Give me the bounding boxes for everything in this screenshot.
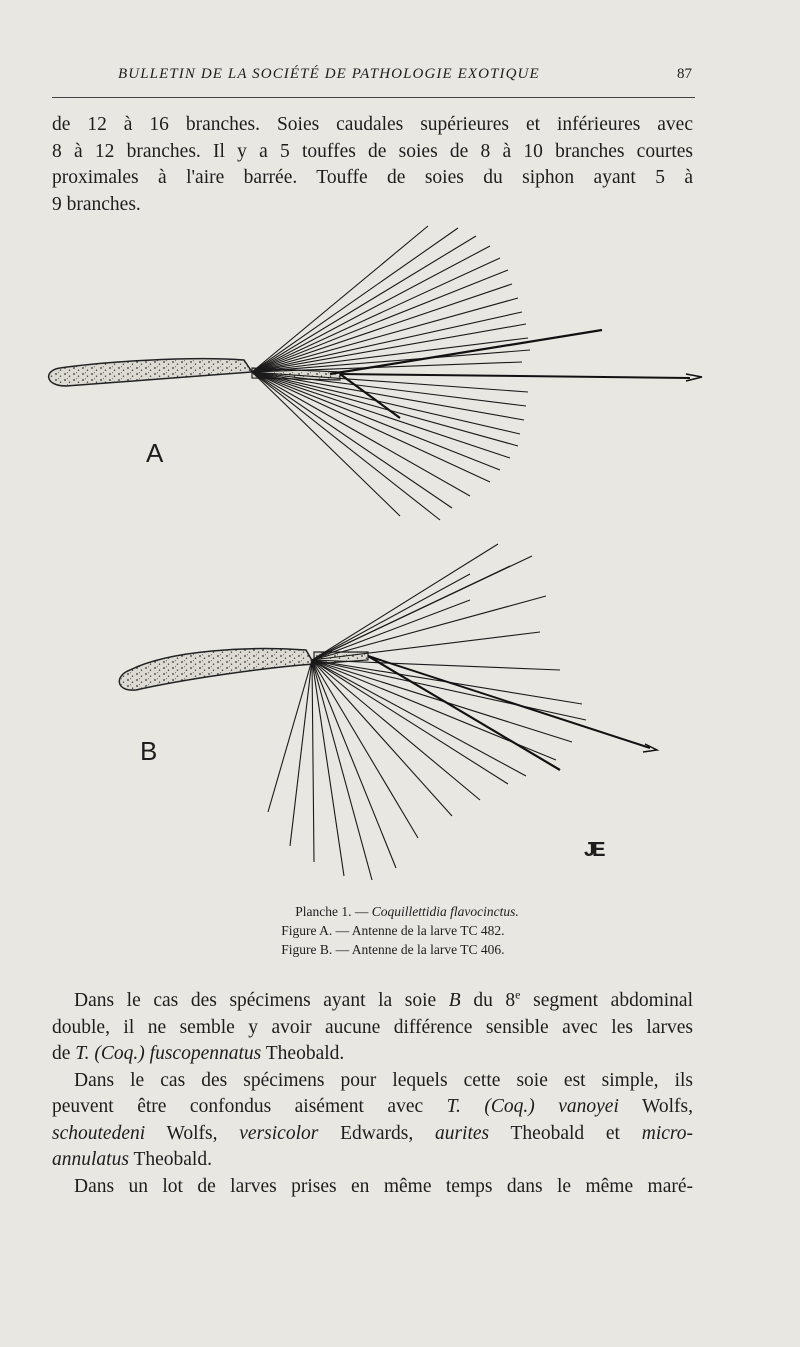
caption-figure-b: Figure B. — Antenne de la larve TC 406. bbox=[281, 942, 505, 957]
text-line: 9 branches. bbox=[52, 193, 141, 215]
header-rule bbox=[52, 97, 695, 98]
text-line: double, il ne semble y avoir aucune différence sensible avec les larves bbox=[52, 1016, 693, 1038]
seta-line bbox=[252, 284, 512, 372]
seta-line bbox=[312, 660, 480, 800]
seta-line bbox=[252, 372, 518, 446]
text-line: de 12 à 16 branches. Soies caudales supérieures et inférieures avec bbox=[52, 114, 693, 135]
seta-line bbox=[312, 660, 396, 868]
seta-line bbox=[312, 660, 418, 838]
seta-line bbox=[312, 632, 540, 660]
seta-line bbox=[268, 660, 312, 812]
text-line: de T. (Coq.) fuscopennatus Theobald. bbox=[52, 1043, 345, 1064]
seta-line bbox=[312, 600, 470, 660]
caption-plate: Planche 1. — Coquillettidia flavocinctus. bbox=[295, 904, 519, 919]
seta-line bbox=[252, 372, 524, 420]
seta-line bbox=[312, 566, 510, 660]
antenna-b-drawing bbox=[119, 544, 657, 880]
text-line: proximales à l'aire barrée. Touffe de soies du siphon ayant 5 à bbox=[52, 167, 693, 188]
journal-title: BULLETIN DE LA SOCIÉTÉ DE PATHOLOGIE EXOTIQUE bbox=[118, 66, 540, 82]
antenna-b-shaft bbox=[119, 649, 314, 691]
text-line: annulatus Theobald. bbox=[52, 1149, 212, 1170]
seta-line bbox=[312, 574, 470, 660]
antenna-b-long-seta bbox=[368, 656, 650, 748]
page-number: 87 bbox=[677, 66, 692, 82]
seta-line bbox=[312, 660, 314, 862]
seta-line bbox=[252, 298, 518, 372]
caption-species: Coquillettidia flavocinctus. bbox=[371, 904, 519, 919]
seta-line bbox=[312, 544, 498, 660]
antenna-a-drawing bbox=[49, 226, 702, 520]
antenna-a-thick-seta bbox=[330, 330, 602, 374]
antenna-illustration bbox=[0, 210, 800, 900]
caption-figure-a: Figure A. — Antenne de la larve TC 482. bbox=[281, 923, 505, 938]
seta-line bbox=[252, 372, 452, 508]
text-line: Dans le cas des spécimens ayant la soie B du 8e segment abdominal bbox=[74, 987, 693, 1011]
text-line: peuvent être confondus aisément avec T. (Coq.) vanoyei Wolfs, bbox=[52, 1096, 693, 1117]
text-line: schoutedeni Wolfs, versicolor Edwards, aurites Theobald et micro- bbox=[52, 1122, 693, 1144]
illustrator-monogram: JE bbox=[584, 839, 603, 861]
text-line: 8 à 12 branches. Il y a 5 touffes de soies de 8 à 10 branches courtes bbox=[52, 140, 693, 162]
seta-line bbox=[252, 226, 428, 372]
body-text bbox=[52, 988, 693, 1200]
seta-line bbox=[312, 660, 344, 876]
text-line: Dans un lot de larves prises en même temps dans le même maré- bbox=[74, 1175, 693, 1197]
text-line: Dans le cas des spécimens pour lequels cette soie est simple, ils bbox=[74, 1069, 693, 1091]
figure-caption bbox=[0, 902, 800, 959]
seta-line bbox=[290, 660, 312, 846]
antenna-a-shaft bbox=[49, 359, 252, 386]
antenna-a-long-seta bbox=[340, 374, 690, 378]
figure-label-b: B bbox=[140, 736, 158, 766]
intro-paragraph bbox=[52, 112, 693, 218]
seta-line bbox=[252, 236, 476, 372]
figure-label-a: A bbox=[146, 438, 164, 468]
seta-line bbox=[312, 596, 546, 660]
